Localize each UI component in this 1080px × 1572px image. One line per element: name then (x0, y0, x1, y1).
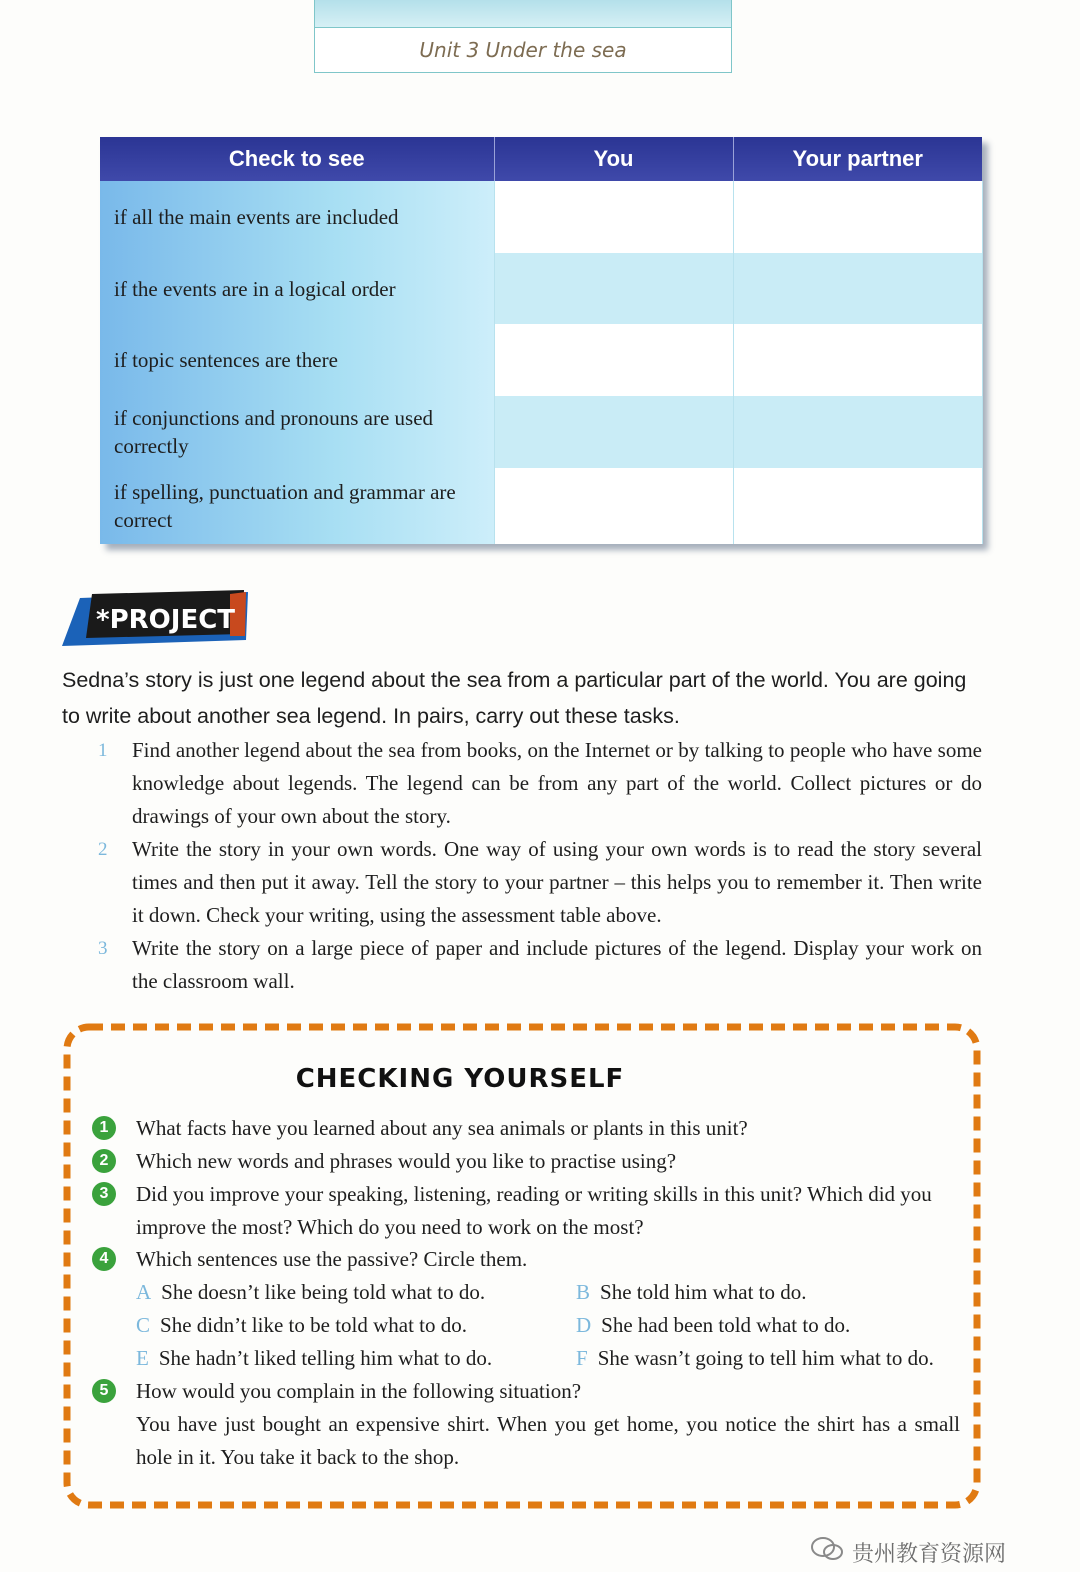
option-letter: F (576, 1346, 588, 1370)
project-intro: Sedna’s story is just one legend about the sea from a particular part of the world. You are going to write about another sea legend. In pairs, carry out these tasks. (62, 668, 967, 728)
question-text: Which sentences use the passive? Circle them. (136, 1247, 528, 1271)
number-bullet: 4 (92, 1247, 116, 1271)
option-text: She didn’t like to be told what to do. (160, 1313, 468, 1337)
question-item (92, 1243, 960, 1276)
watermark-text: 贵州教育资源网 (852, 1541, 1007, 1567)
project-badge (62, 590, 248, 648)
task-text: Write the story in your own words. One way of using your own words is to read the story several times and then put it away. Tell the story to your partner – this helps you to remember it. Then write it down. Check your writing, using the assessment table above. (132, 837, 982, 927)
task-text: Write the story on a large piece of paper and include pictures of the legend. Display your work on the classroom wall. (132, 936, 982, 993)
unit-caption: Unit 3 Under the sea (419, 38, 627, 62)
table-header-row (100, 137, 982, 181)
question-item (92, 1178, 960, 1244)
partner-cell[interactable] (733, 253, 982, 324)
question-text: What facts have you learned about any sea animals or plants in this unit? (136, 1116, 748, 1140)
option-text: She told him what to do. (600, 1280, 807, 1304)
header-check-to-see: Check to see (100, 137, 494, 181)
question-item (92, 1375, 960, 1408)
option-text: She wasn’t going to tell him what to do. (597, 1346, 934, 1370)
number-bullet: 3 (92, 1182, 116, 1206)
assessment-table (100, 137, 982, 544)
you-cell[interactable] (494, 468, 733, 544)
task-number: 2 (98, 839, 108, 860)
wechat-icon (810, 1536, 844, 1568)
partner-cell[interactable] (733, 181, 982, 253)
partner-cell[interactable] (733, 324, 982, 396)
table-row (100, 396, 982, 468)
header-your-partner: Your partner (733, 137, 982, 181)
partner-cell[interactable] (733, 396, 982, 468)
option-text: She doesn’t like being told what to do. (161, 1280, 486, 1304)
option-letter: D (576, 1313, 592, 1337)
criterion-cell: if conjunctions and pronouns are used correctly (100, 396, 494, 468)
option-letter: E (136, 1346, 149, 1370)
task-number: 1 (98, 740, 108, 761)
project-task-list (98, 734, 982, 998)
option-letter: A (136, 1280, 152, 1304)
you-cell[interactable] (494, 396, 733, 468)
option-letter: B (576, 1280, 591, 1304)
option-e (136, 1342, 492, 1375)
table-row (100, 324, 982, 396)
table-row (100, 181, 982, 253)
question-text: Did you improve your speaking, listening, reading or writing skills in this unit? Which did you improve the most? Which do you need to work on the most? (136, 1182, 932, 1239)
you-cell[interactable] (494, 324, 733, 396)
question-text: Which new words and phrases would you like to practise using? (136, 1149, 677, 1173)
checking-yourself-title: CHECKING YOURSELF (295, 1064, 625, 1094)
criterion-cell: if all the main events are included (100, 181, 494, 253)
option-letter: C (136, 1313, 151, 1337)
question-item (92, 1112, 960, 1145)
list-item (98, 734, 982, 833)
project-badge-text: *PROJECT (96, 605, 236, 635)
number-bullet: 1 (92, 1116, 116, 1140)
list-item (98, 932, 982, 998)
partner-cell[interactable] (733, 468, 982, 544)
sea-illustration (315, 0, 731, 28)
number-bullet: 5 (92, 1379, 116, 1403)
unit-header-box (314, 0, 732, 73)
option-text: She hadn’t liked telling him what to do. (158, 1346, 493, 1370)
criterion-cell: if spelling, punctuation and grammar are correct (100, 468, 494, 544)
task-text: Find another legend about the sea from books, on the Internet or by talking to people who have some knowledge about legends. The legend can be from any part of the world. Collect pictures or do drawings of your own about the story. (132, 738, 982, 828)
question-item (92, 1145, 960, 1178)
number-bullet: 2 (92, 1149, 116, 1173)
situation-text: You have just bought an expensive shirt. When you get home, you notice the shirt has a small hole in it. You take it back to the shop. (136, 1412, 960, 1469)
option-f (576, 1342, 934, 1375)
table-row (100, 253, 982, 324)
you-cell[interactable] (494, 253, 733, 324)
criterion-cell: if topic sentences are there (100, 324, 494, 396)
task-number: 3 (98, 938, 108, 959)
you-cell[interactable] (494, 181, 733, 253)
question-detail (92, 1408, 960, 1474)
option-a (136, 1276, 485, 1309)
header-you: You (494, 137, 733, 181)
criterion-cell: if the events are in a logical order (100, 253, 494, 324)
watermark (810, 1536, 1006, 1568)
question-text: How would you complain in the following situation? (136, 1379, 582, 1403)
option-d (576, 1309, 850, 1342)
option-text: She had been told what to do. (601, 1313, 851, 1337)
list-item (98, 833, 982, 932)
table-row (100, 468, 982, 544)
option-b (576, 1276, 807, 1309)
option-c (136, 1309, 467, 1342)
